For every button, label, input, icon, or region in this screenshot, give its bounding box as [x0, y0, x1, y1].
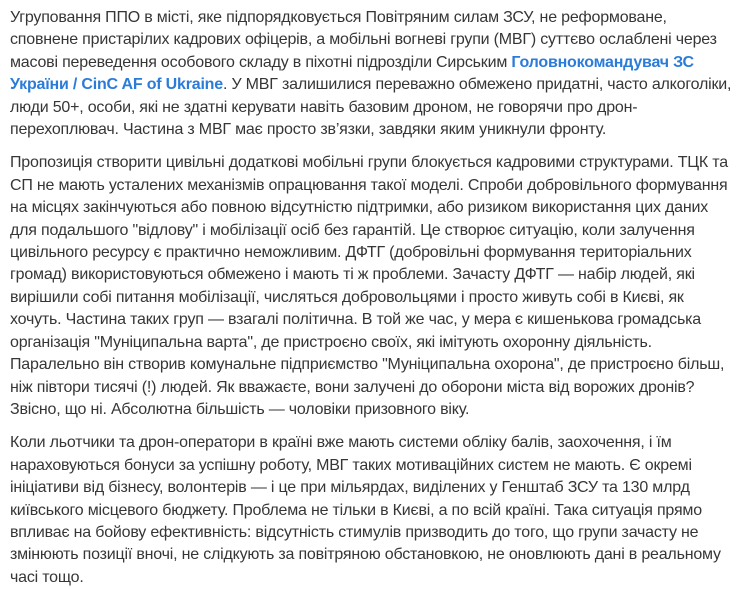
paragraph-motivation-systems: Коли льотчики та дрон-оператори в країні вже мають системи обліку балів, заохочення, і їм нараховуються бонуси за успішну роботу, МВГ таких мотиваційних систем не мають. Є окремі ініціативи від бізнесу, волонтерів — і це при мільярдах, виділених у Генштаб ЗСУ та 130 млрд київського місцевого бюджету. Проблема не тільки в Києві, а по всій країні. Така ситуація прямо впливає на бойову ефективність: відсутність стимулів призводить до того, що групи зачасту не змінюють позиції вночі, не слідкують за повітряною обстановкою, не оновлюють дані в реальному часі тощо.: [10, 434, 721, 586]
paragraph-air-defense: [10, 7, 732, 141]
post-content: [10, 7, 732, 589]
paragraph-text-after-link: . У МВГ залишилися переважно обмежено придатні, часто алкоголіки, люди 50+, особи, які не здатні керувати навіть базовим дроном, не говорячи про дрон-перехоплювач. Частина з МВГ має просто зв’язки, завдяки яким уникнули фронту.: [10, 76, 732, 139]
paragraph-text-before-link: Угруповання ППО в місті, яке підпорядковується Повітряним силам ЗСУ, не реформоване, сповнене пристарілих кадрових офіцерів, а мобільні вогневі групи (МВГ) суттєво ослаблені через масові переведення особового складу в піхотні підрозділи Сирським: [10, 9, 717, 71]
paragraph-civil-groups: Пропозиція створити цивільні додаткові мобільні групи блокується кадровими структурами. ТЦК та СП не мають усталених механізмів опрацювання такої моделі. Спроби добровільного формування на місцях закінчуються або повною відсутністю підтримки, або ризиком використання цих даних для подальшого "відлову" і мобілізації осіб без гарантій. Це створює ситуацію, коли залучення цивільного ресурсу є практично неможливим. ДФТГ (добровільні формування територіальних громад) використовуються обмежено і мають ті ж проблеми. Зачасту ДФТГ — набір людей, які вирішили собі питання мобілізації, числяться добровольцями і просто живуть собі в Києві, як хочуть. Частина таких груп — взагалі політична. В той же час, у мера є кишенькова громадська організація "Муніципальна варта", де пристроєно своїх, які імітують охоронну діяльність. Паралельно він створив комунальне підприємство "Муніципальна охорона", де пристроєно більш, ніж півтори тисячі (!) людей. Як вважаєте, вони залучені до оборони міста від ворожих дронів? Звісно, що ні. Абсолютна більшість — чоловіки призовного віку.: [10, 154, 728, 418]
cinc-af-ukraine-link[interactable]: Головнокомандувач ЗС України / CinC AF of Ukraine: [10, 53, 694, 94]
